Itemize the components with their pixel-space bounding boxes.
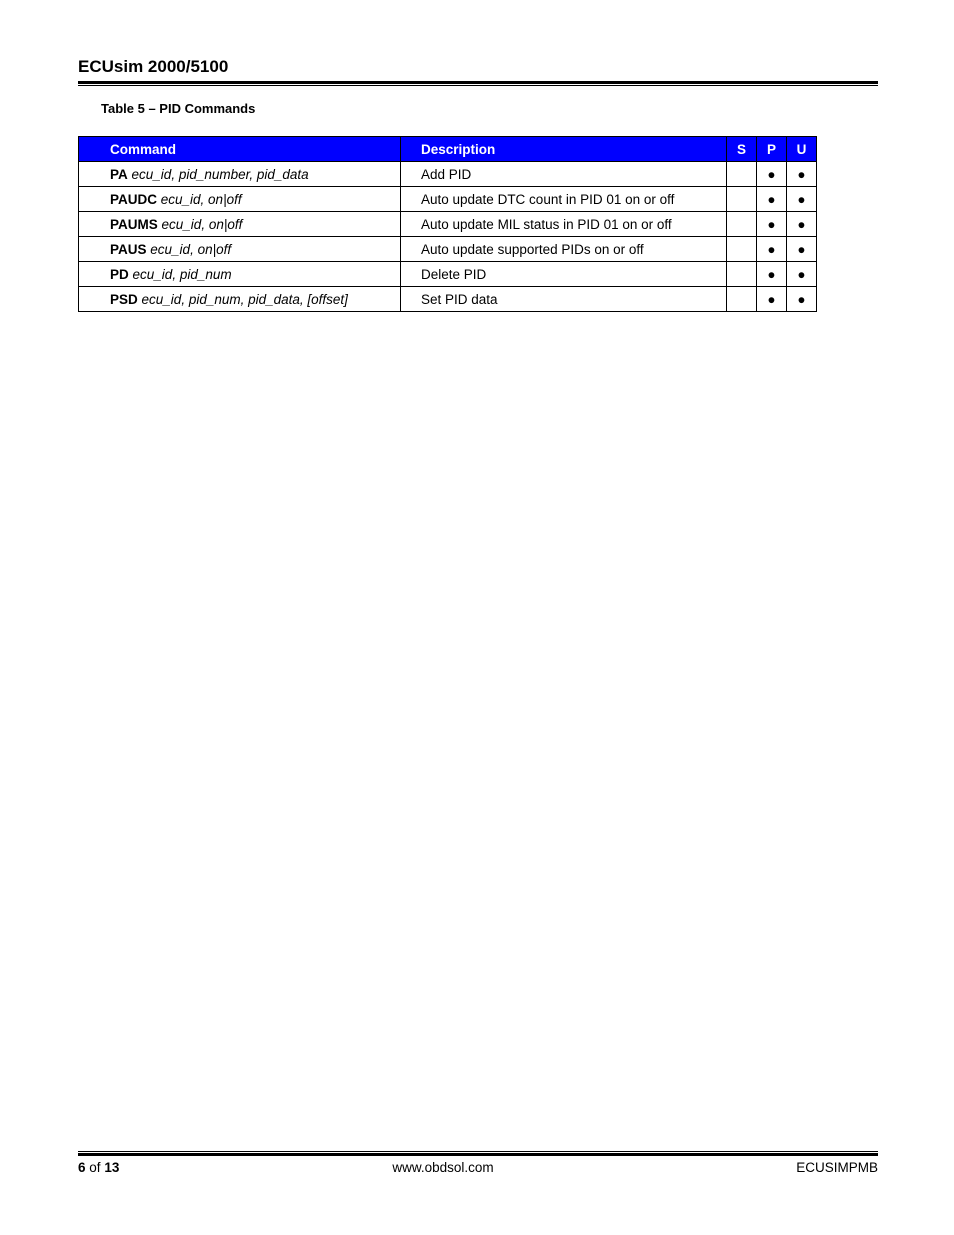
- s-flag-cell: [727, 237, 757, 262]
- column-header-s: S: [727, 137, 757, 162]
- command-name: PD: [110, 266, 129, 282]
- command-cell: [79, 237, 401, 262]
- description-cell: Add PID: [401, 162, 727, 187]
- description-cell: Set PID data: [401, 287, 727, 312]
- description-cell: Auto update supported PIDs on or off: [401, 237, 727, 262]
- command-cell: [79, 262, 401, 287]
- s-flag-cell: [727, 212, 757, 237]
- table-header-row: [79, 137, 817, 162]
- p-flag-cell: ●: [757, 262, 787, 287]
- column-header-description: Description: [401, 137, 727, 162]
- command-args: ecu_id, on|off: [160, 191, 242, 207]
- header-rule: [78, 81, 878, 84]
- p-flag-cell: ●: [757, 237, 787, 262]
- p-flag-cell: ●: [757, 287, 787, 312]
- command-args: ecu_id, pid_num: [132, 266, 232, 282]
- s-flag-cell: [727, 287, 757, 312]
- u-flag-cell: ●: [787, 187, 817, 212]
- table-caption: Table 5 – PID Commands: [101, 101, 256, 116]
- s-flag-cell: [727, 187, 757, 212]
- command-cell: [79, 162, 401, 187]
- command-cell: [79, 212, 401, 237]
- u-flag-cell: ●: [787, 262, 817, 287]
- website-link[interactable]: www.obdsol.com: [392, 1160, 494, 1175]
- description-cell: Delete PID: [401, 262, 727, 287]
- u-flag-cell: ●: [787, 162, 817, 187]
- pid-commands-table: [78, 136, 817, 312]
- command-name: PSD: [110, 291, 138, 307]
- column-header-u: U: [787, 137, 817, 162]
- command-args: ecu_id, pid_number, pid_data: [131, 166, 309, 182]
- column-header-p: P: [757, 137, 787, 162]
- page-of: of: [89, 1160, 101, 1175]
- command-cell: [79, 287, 401, 312]
- footer-rule-thin: [78, 1151, 878, 1152]
- page-title: ECUsim 2000/5100: [78, 57, 229, 76]
- footer-rule: [78, 1153, 878, 1156]
- command-name: PA: [110, 166, 128, 182]
- s-flag-cell: [727, 262, 757, 287]
- command-name: PAUS: [110, 241, 147, 257]
- description-cell: Auto update DTC count in PID 01 on or off: [401, 187, 727, 212]
- command-args: ecu_id, on|off: [161, 216, 243, 232]
- command-name: PAUDC: [110, 191, 157, 207]
- p-flag-cell: ●: [757, 212, 787, 237]
- table-row: [79, 212, 817, 237]
- command-cell: [79, 187, 401, 212]
- command-name: PAUMS: [110, 216, 158, 232]
- p-flag-cell: ●: [757, 162, 787, 187]
- page-current: 6: [78, 1160, 86, 1175]
- u-flag-cell: ●: [787, 212, 817, 237]
- command-args: ecu_id, pid_num, pid_data, [offset]: [141, 291, 348, 307]
- document-code: ECUSIMPMB: [796, 1160, 878, 1175]
- table-row: [79, 237, 817, 262]
- s-flag-cell: [727, 162, 757, 187]
- command-args: ecu_id, on|off: [150, 241, 232, 257]
- p-flag-cell: ●: [757, 187, 787, 212]
- column-header-command: Command: [79, 137, 401, 162]
- table-row: [79, 262, 817, 287]
- description-cell: Auto update MIL status in PID 01 on or off: [401, 212, 727, 237]
- header-rule-thin: [78, 85, 878, 86]
- u-flag-cell: ●: [787, 237, 817, 262]
- table-row: [79, 162, 817, 187]
- page-total: 13: [104, 1160, 120, 1175]
- u-flag-cell: ●: [787, 287, 817, 312]
- table-row: [79, 187, 817, 212]
- table-row: [79, 287, 817, 312]
